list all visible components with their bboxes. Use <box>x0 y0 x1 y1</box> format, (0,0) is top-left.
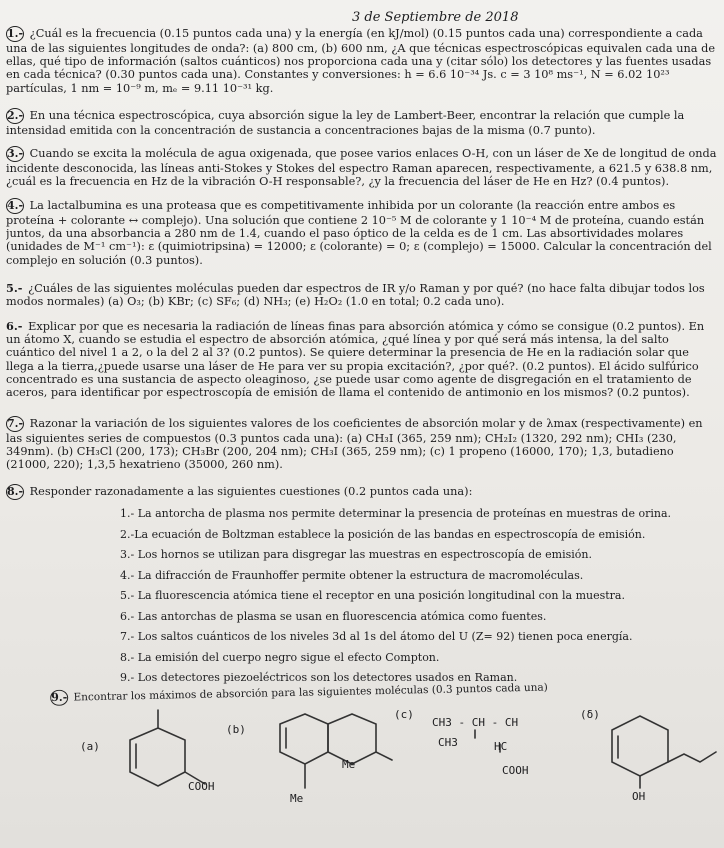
hydroxyl-label-d: OH <box>632 790 646 803</box>
question-text: Razonar la variación de los siguientes valores de los coeficientes de absorción molar y de λmax (respectivamente) en las siguientes series de compuestos (0.3 puntos cada una): (a) CH₃I (365, 259 nm); CH₂I₂ (1320, 292 nm); CHI₃ (230, 349nm). (b) CH₃Cl (200, 173); CH₃Br (200, 204 nm); CH₃I (365, 259 nm); (c) 1 propeno (16000, 170); 1,3, butadieno (21000, 220); 1,3,5 hexatrieno (35000, 260 nm). <box>6 417 703 472</box>
question-text: La lactalbumina es una proteasa que es competitivamente inhibida por un colorante (la reacción entre ambos es proteína + colorante ↔ complejo). Una solución que contiene 2 10⁻⁵ M de colorante y 1 10⁻⁴ M de proteína, cuando están juntos, da una absorbancia a 280 nm de 1.4, cuando el paso óptico de la celda es de 1 cm. Las absortividades molares (unidades de M⁻¹ cm⁻¹): ε (quimiotripsina) = 12000; ε (colorante) = 0; ε (complejo) = 15000. Calcular la concentración del complejo en solución (0.3 puntos). <box>6 199 712 267</box>
question-number: 1.- <box>7 27 24 40</box>
chain-label-c: CH3 - CH - CH <box>432 716 519 729</box>
question-7 <box>6 416 720 472</box>
molecule-sketches <box>0 700 724 848</box>
list-item: 3.- Los hornos se utilizan para disgregar las muestras en espectroscopía de emisión. <box>120 548 592 561</box>
hc-label-c: HC <box>494 740 508 753</box>
ring-b1 <box>280 714 328 764</box>
question-5 <box>6 282 720 308</box>
question-number: 6.- <box>6 320 23 333</box>
question-text: En una técnica espectroscópica, cuya absorción sigue la ley de Lambert-Beer, encontrar la relación que cumple la intensidad emitida con la concentración de sustancia a concentraciones bajas de la misma (0.7 punto). <box>6 109 685 137</box>
list-item: 1.- La antorcha de plasma nos permite determinar la presencia de proteínas en muestras de orina. <box>120 507 672 520</box>
question-6 <box>6 320 720 399</box>
methyl-b2 <box>376 752 392 760</box>
question-1 <box>6 26 720 95</box>
question-4 <box>6 198 720 267</box>
question-text: Responder razonadamente a las siguientes cuestiones (0.2 puntos cada una): <box>29 485 473 498</box>
question-text: Cuando se excita la molécula de agua oxigenada, que posee varios enlaces O-H, con un láser de Xe de longitud de onda incidente desconocida, las líneas anti-Stokes y Stokes del espectro Raman aparecen, respectivamente, a 621.5 y 638.8 nm, ¿cuál es la frecuencia en Hz de la vibración O-H responsable?, ¿y la frecuencia del láser de He en Hz? (0.4 puntos). <box>6 147 717 189</box>
list-item: 6.- Las antorchas de plasma se usan en fluorescencia atómica como fuentes. <box>120 609 547 623</box>
methyl-label-b2: Me <box>290 792 304 805</box>
question-text: ¿Cuáles de las siguientes moléculas pueden dar espectros de IR y/o Raman y por qué? (no hace falta dibujar todos los modos normales) (a) O₃; (b) KBr; (c) SF₆; (d) NH₃; (e) H₂O₂ (1.0 en total; 0.2 cada uno). <box>6 282 705 309</box>
question-8 <box>6 484 720 500</box>
ring-b2 <box>328 714 376 764</box>
list-item: 8.- La emisión del cuerpo negro sigue el efecto Compton. <box>120 650 440 664</box>
exam-date: 3 de Septiembre de 2018 <box>352 10 519 25</box>
ring-d <box>612 716 668 776</box>
list-item: 2.-La ecuación de Boltzman establece la posición de las bandas en espectroscopía de emisión. <box>120 527 646 541</box>
question-number: 3.- <box>7 147 24 160</box>
question-number: 8.- <box>7 485 24 498</box>
ring-a <box>130 728 185 786</box>
question-number: 9.- <box>50 690 68 706</box>
question-number: 2.- <box>7 109 24 122</box>
methyl-label-b1: Me <box>342 758 356 771</box>
list-item: 9.- Los detectores piezoeléctricos son los detectores usados en Raman. <box>120 671 518 684</box>
list-item: 4.- La difracción de Fraunhoffer permite obtener la estructura de macromoléculas. <box>120 568 584 582</box>
list-item: 7.- Los saltos cuánticos de los niveles 3d al 1s del átomo del U (Z= 92) tienen poca energía. <box>120 630 633 643</box>
question-number: 5.- <box>6 282 23 295</box>
question-number: 4.- <box>7 199 24 212</box>
question-text: Explicar por que es necesaria la radiación de líneas finas para absorción atómica y cómo se consigue (0.2 puntos). En un átomo X, cuando se estudia el espectro de absorción atómica, ¿qué línea y por qué será más intensa, la del salto cuántico del nivel 1 a 2, o la del 2 al 3? (0.2 puntos). Se quiere determinar la presencia de He en la radiación solar que llega a la tierra,¿puede usarse una láser de He para ver su propia excitación?, ¿por qué?. (0.2 puntos). El ácido sulfúrico concentrado es una sustancia de aspecto oleaginoso, ¿se puede usar como agente de disgregación en el tratamiento de aceros, para identificar por espectroscopía de emisión de llama el contenido de antimonio en los mismos? (0.2 puntos). <box>6 320 705 400</box>
molecule-label-a: (a) <box>80 740 100 753</box>
list-item: 5.- La fluorescencia atómica tiene el receptor en una posición longitudinal con la muestra. <box>120 589 625 602</box>
ch3-label-c: CH3 <box>438 736 458 749</box>
molecule-label-b: (b) <box>226 723 246 736</box>
question-2 <box>6 108 720 137</box>
question-text: ¿Cuál es la frecuencia (0.15 puntos cada una) y la energía (en kJ/mol) (0.15 puntos cada una) correspondiente a cada una de las siguientes longitudes de onda?: (a) 800 cm, (b) 600 nm, ¿A que técnicas espectroscópicas equivalen cada una de ellas, qué tipo de información (saltos cuánticos) nos proporciona cada una y (citar sólo) los detectores y las fuentes usadas en cada técnica? (0.30 puntos cada una). Constantes y conversiones: h = 6.6 10⁻³⁴ Js. c = 3 10⁸ ms⁻¹, N = 6.02 10²³ partículas, 1 nm = 10⁻⁹ m, mₑ = 9.11 10⁻³¹ kg. <box>6 27 716 95</box>
molecule-label-c: (c) <box>394 708 414 721</box>
cooh-label-c: COOH <box>502 764 529 777</box>
question-3 <box>6 146 720 188</box>
vinyl-chain-d <box>668 752 716 762</box>
molecule-label-d: (δ) <box>580 708 600 721</box>
question-text: Encontrar los máximos de absorción para las siguientes moléculas (0.3 puntos cada una) <box>73 681 548 704</box>
cooh-label-a: COOH <box>188 780 215 793</box>
question-number: 7.- <box>7 417 24 430</box>
statement-list <box>120 504 714 689</box>
